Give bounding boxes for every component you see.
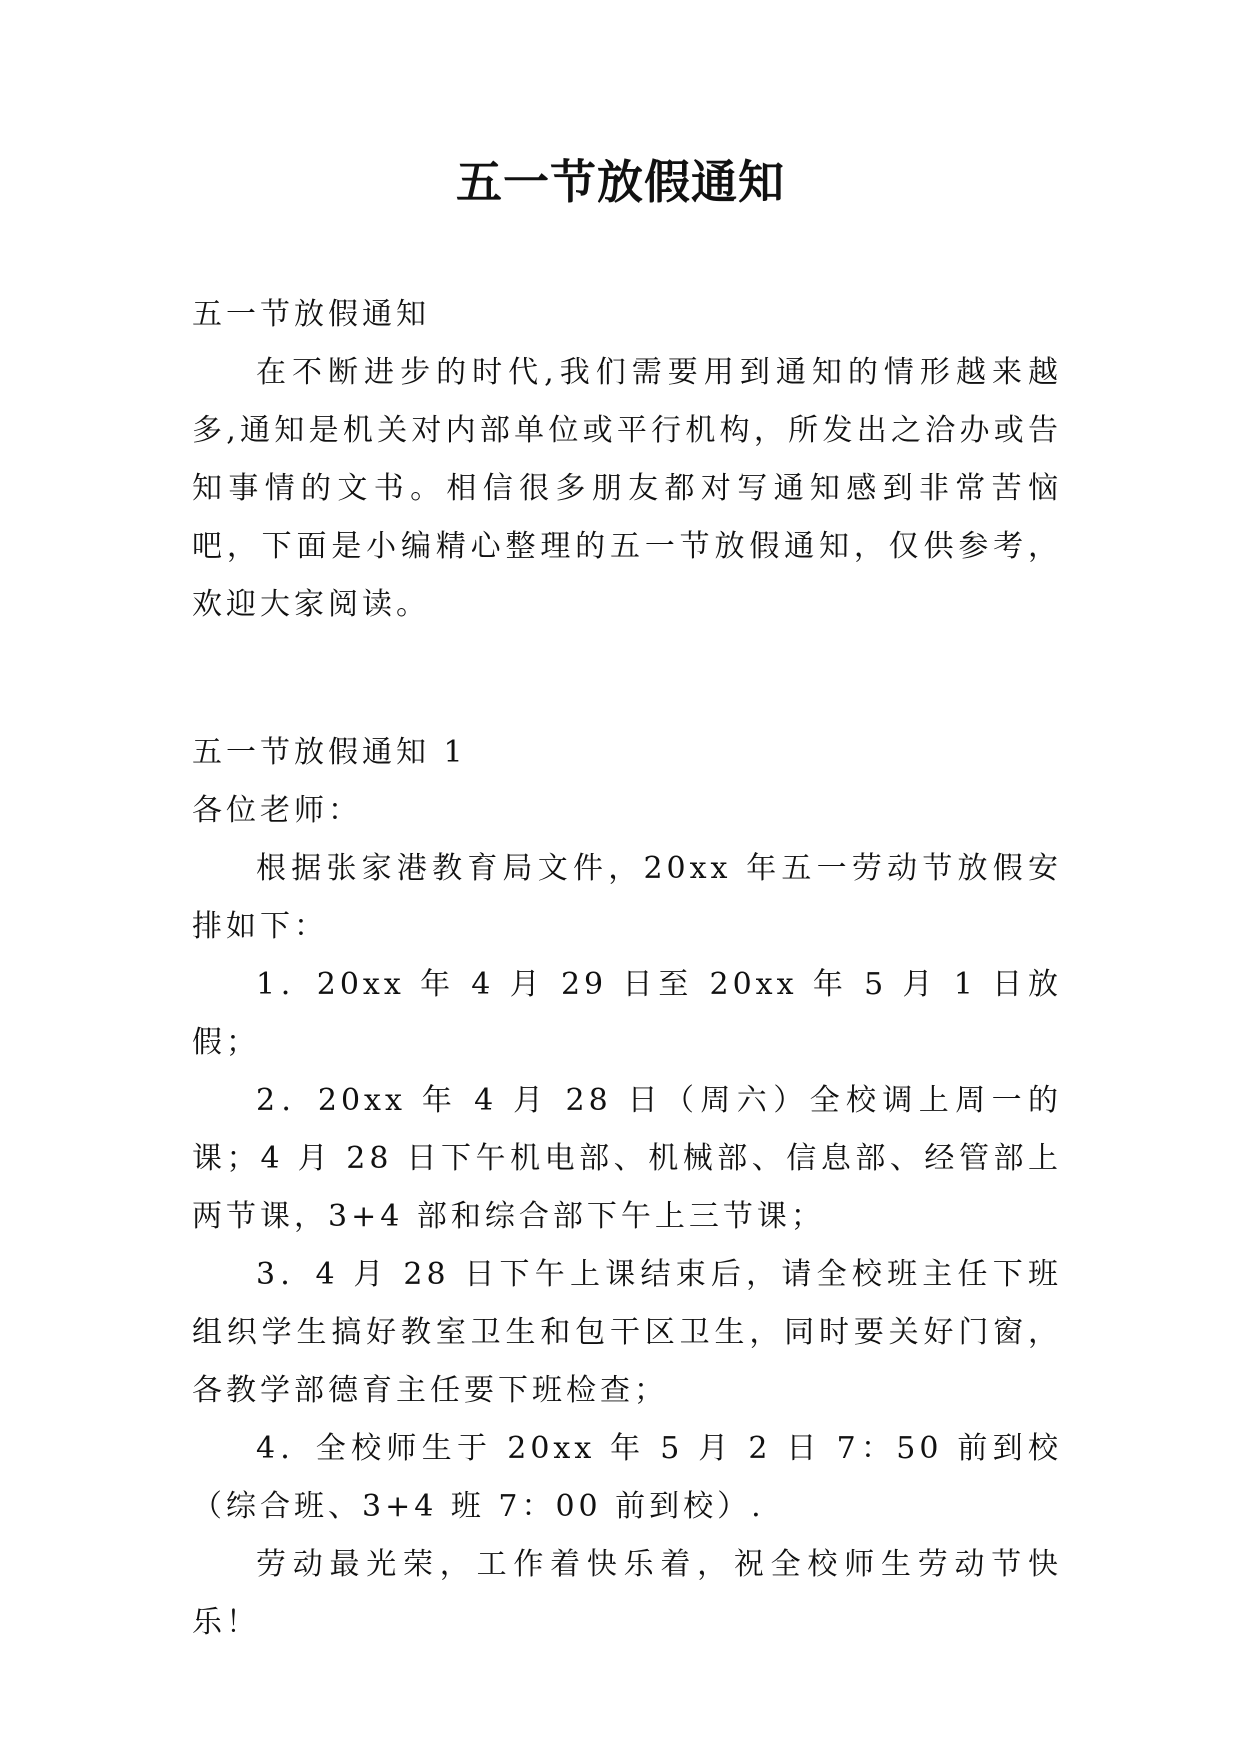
intro-paragraph: 在不断进步的时代,我们需要用到通知的情形越来越多,通知是机关对内部单位或平行机构，所发出之洽办或告知事情的文书。相信很多朋友都对写通知感到非常苦恼吧，下面是小编精心整理的五一节放假通知，仅供参考，欢迎大家阅读。 [192,355,1062,622]
notice-item: 4．全校师生于 20xx 年 5 月 2 日 7：50 前到校（综合班、3+4 班 7：00 前到校）. [192,1431,1062,1524]
intro-heading: 五一节放假通知 [192,297,430,332]
document-title: 五一节放假通知 [456,155,785,209]
notice-item: 2．20xx 年 4 月 28 日（周六）全校调上周一的课；4 月 28 日下午机电部、机械部、信息部、经管部上两节课，3+4 部和综合部下午上三节课； [192,1083,1062,1234]
notice-item: 3．4 月 28 日下午上课结束后，请全校班主任下班组织学生搞好教室卫生和包干区卫生，同时要关好门窗，各教学部德育主任要下班检查； [192,1257,1062,1408]
notice-item: 1．20xx 年 4 月 29 日至 20xx 年 5 月 1 日放假； [192,967,1062,1060]
notice-salutation: 各位老师： [192,793,362,828]
notice-lead: 根据张家港教育局文件，20xx 年五一劳动节放假安排如下： [192,851,1062,944]
notice-section [192,724,1062,1652]
intro-section [192,286,1062,634]
notice-heading: 五一节放假通知 1 [192,735,467,770]
notice-closing: 劳动最光荣，工作着快乐着，祝全校师生劳动节快乐！ [192,1547,1062,1640]
